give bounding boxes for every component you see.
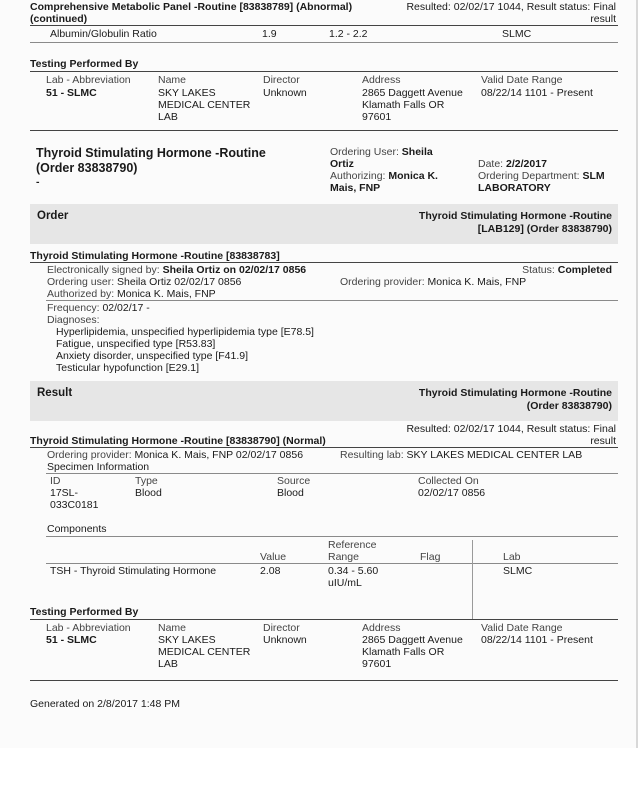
tsh-dash: - bbox=[36, 176, 40, 188]
comp-header-flag: Flag bbox=[420, 551, 441, 563]
diagnoses-label: Diagnoses: bbox=[47, 314, 100, 326]
frequency-value: 02/02/17 - bbox=[102, 302, 150, 314]
comp-header-lab: Lab bbox=[503, 551, 521, 563]
testing-address-line: 2865 Daggett Avenue bbox=[362, 87, 463, 99]
ordering-provider-value: Monica K. Mais, FNP bbox=[427, 276, 527, 288]
testing-header-address: Address bbox=[362, 622, 401, 634]
cmp-row-value: 1.9 bbox=[262, 28, 277, 40]
ordering-user-label: Ordering User: bbox=[330, 146, 399, 158]
testing-header-name: Name bbox=[158, 622, 187, 634]
order-band-code: [LAB129] (Order 83838790) bbox=[477, 223, 612, 235]
spec-header-type: Type bbox=[135, 475, 158, 487]
comp-row-value: 2.08 bbox=[260, 565, 281, 577]
result-resulted-cont: result bbox=[590, 435, 616, 447]
generated-footer: Generated on 2/8/2017 1:48 PM bbox=[30, 698, 181, 710]
divider bbox=[30, 680, 618, 681]
testing-name-line: SKY LAKES bbox=[158, 87, 216, 99]
specimen-heading: Specimen Information bbox=[47, 461, 150, 473]
testing-address-line: 97601 bbox=[362, 658, 392, 670]
testing-name-line: SKY LAKES bbox=[158, 634, 216, 646]
cmp-row-name: Albumin/Globulin Ratio bbox=[50, 28, 157, 40]
dept-value: SLM bbox=[582, 170, 605, 182]
dept-label: Ordering Department: bbox=[478, 170, 580, 182]
status-label: Status: bbox=[522, 264, 555, 276]
result-band-order: (Order 83838790) bbox=[526, 400, 612, 412]
authorizing-label: Authorizing: bbox=[330, 170, 386, 182]
testing-heading: Testing Performed By bbox=[30, 606, 139, 618]
divider bbox=[30, 130, 618, 131]
comp-row-name: TSH - Thyroid Stimulating Hormone bbox=[50, 565, 217, 577]
ordering-user-last: Ortiz bbox=[330, 158, 354, 170]
testing-director: Unknown bbox=[263, 87, 307, 99]
resulting-lab-label: Resulting lab: bbox=[340, 449, 404, 461]
divider bbox=[30, 25, 618, 26]
testing-header-lab: Lab - Abbreviation bbox=[46, 74, 131, 86]
authorizing-value: Monica K. bbox=[388, 170, 438, 182]
divider bbox=[30, 447, 618, 448]
divider bbox=[46, 536, 618, 537]
result-band-label: Result bbox=[37, 387, 73, 399]
cmp-resulted: Resulted: 02/02/17 1044, Result status: Final bbox=[406, 1, 616, 13]
testing-address-line: Klamath Falls OR bbox=[362, 646, 445, 658]
spec-header-id: ID bbox=[50, 475, 61, 487]
spec-id: 17SL- bbox=[50, 487, 79, 499]
testing-header-valid: Valid Date Range bbox=[481, 622, 563, 634]
testing-director: Unknown bbox=[263, 634, 307, 646]
components-heading: Components bbox=[47, 523, 107, 535]
testing-heading: Testing Performed By bbox=[30, 58, 139, 70]
testing-name-line: LAB bbox=[158, 658, 178, 670]
result-detail-title: Thyroid Stimulating Hormone -Routine [83838790] (Normal) bbox=[30, 435, 326, 447]
divider bbox=[30, 71, 618, 72]
spec-type: Blood bbox=[135, 487, 162, 499]
spec-id-line2: 033C0181 bbox=[50, 499, 99, 511]
testing-valid: 08/22/14 1101 - Present bbox=[481, 87, 593, 99]
comp-header-range: Range bbox=[328, 551, 359, 563]
testing-header-lab: Lab - Abbreviation bbox=[46, 622, 131, 634]
testing-header-address: Address bbox=[362, 74, 401, 86]
authorizing-last: Mais, FNP bbox=[330, 182, 381, 194]
cmp-title-continued: (continued) bbox=[30, 13, 88, 25]
tsh-order-number: (Order 83838790) bbox=[36, 161, 138, 175]
testing-address-line: 97601 bbox=[362, 111, 392, 123]
tsh-title: Thyroid Stimulating Hormone -Routine bbox=[36, 146, 266, 160]
frequency-label: Frequency: bbox=[47, 302, 100, 314]
comp-header-value: Value bbox=[260, 551, 287, 563]
testing-lab: 51 - SLMC bbox=[46, 87, 97, 99]
cmp-resulted-cont: result bbox=[590, 13, 616, 25]
signed-value: Sheila Ortiz on 02/02/17 0856 bbox=[162, 264, 307, 276]
date-value: 2/2/2017 bbox=[506, 158, 547, 170]
comp-row-lab: SLMC bbox=[503, 565, 533, 577]
cmp-row-lab: SLMC bbox=[502, 28, 532, 40]
testing-address-line: Klamath Falls OR bbox=[362, 99, 445, 111]
ordering-provider-label: Ordering provider: bbox=[47, 449, 132, 461]
comp-row-range: 0.34 - 5.60 bbox=[328, 565, 379, 577]
ordering-user-value: Sheila bbox=[401, 146, 433, 158]
testing-header-valid: Valid Date Range bbox=[481, 74, 563, 86]
diagnosis-item: Testicular hypofunction [E29.1] bbox=[56, 362, 200, 374]
comp-row-units: uIU/mL bbox=[328, 577, 362, 589]
cmp-row-range: 1.2 - 2.2 bbox=[329, 28, 368, 40]
spec-header-collected: Collected On bbox=[418, 475, 479, 487]
divider bbox=[30, 619, 618, 620]
diagnosis-item: Hyperlipidemia, unspecified hyperlipidemia type [E78.5] bbox=[56, 326, 314, 338]
resulting-lab-value: SKY LAKES MEDICAL CENTER LAB bbox=[406, 449, 583, 461]
testing-header-director: Director bbox=[263, 622, 300, 634]
status-value: Completed bbox=[557, 264, 612, 276]
comp-header-ref: Reference bbox=[328, 539, 377, 551]
testing-lab: 51 - SLMC bbox=[46, 634, 97, 646]
dept-value-line2: LABORATORY bbox=[478, 182, 551, 194]
result-resulted: Resulted: 02/02/17 1044, Result status: Final bbox=[406, 423, 616, 435]
ordering-user-value: Sheila Ortiz 02/02/17 0856 bbox=[117, 276, 242, 288]
divider bbox=[46, 300, 618, 301]
spec-collected: 02/02/17 0856 bbox=[418, 487, 486, 499]
order-band-label: Order bbox=[37, 210, 69, 222]
spec-source: Blood bbox=[277, 487, 304, 499]
testing-header-director: Director bbox=[263, 74, 300, 86]
divider bbox=[30, 42, 618, 43]
date-label: Date: bbox=[478, 158, 504, 170]
signed-label: Electronically signed by: bbox=[47, 264, 160, 276]
divider bbox=[46, 473, 618, 474]
order-detail-title: Thyroid Stimulating Hormone -Routine [83838783] bbox=[30, 250, 280, 262]
ordering-provider-value: Monica K. Mais, FNP 02/02/17 0856 bbox=[134, 449, 304, 461]
spec-header-source: Source bbox=[277, 475, 311, 487]
testing-name-line: MEDICAL CENTER bbox=[158, 99, 251, 111]
order-band-title: Thyroid Stimulating Hormone -Routine bbox=[418, 210, 612, 222]
result-band-title: Thyroid Stimulating Hormone -Routine bbox=[418, 387, 612, 399]
diagnosis-item: Fatigue, unspecified type [R53.83] bbox=[56, 338, 216, 350]
divider bbox=[30, 262, 618, 263]
authorized-label: Authorized by: bbox=[47, 288, 115, 300]
testing-name-line: LAB bbox=[158, 111, 178, 123]
ordering-provider-label: Ordering provider: bbox=[340, 276, 425, 288]
testing-valid: 08/22/14 1101 - Present bbox=[481, 634, 593, 646]
diagnosis-item: Anxiety disorder, unspecified type [F41.9] bbox=[56, 350, 249, 362]
column-divider bbox=[472, 540, 473, 620]
testing-name-line: MEDICAL CENTER bbox=[158, 646, 251, 658]
testing-address-line: 2865 Daggett Avenue bbox=[362, 634, 463, 646]
cmp-title: Comprehensive Metabolic Panel -Routine [83838789] (Abnormal) bbox=[30, 1, 353, 13]
divider bbox=[46, 563, 618, 564]
testing-header-name: Name bbox=[158, 74, 187, 86]
ordering-user-label: Ordering user: bbox=[47, 276, 115, 288]
authorized-value: Monica K. Mais, FNP bbox=[117, 288, 216, 300]
